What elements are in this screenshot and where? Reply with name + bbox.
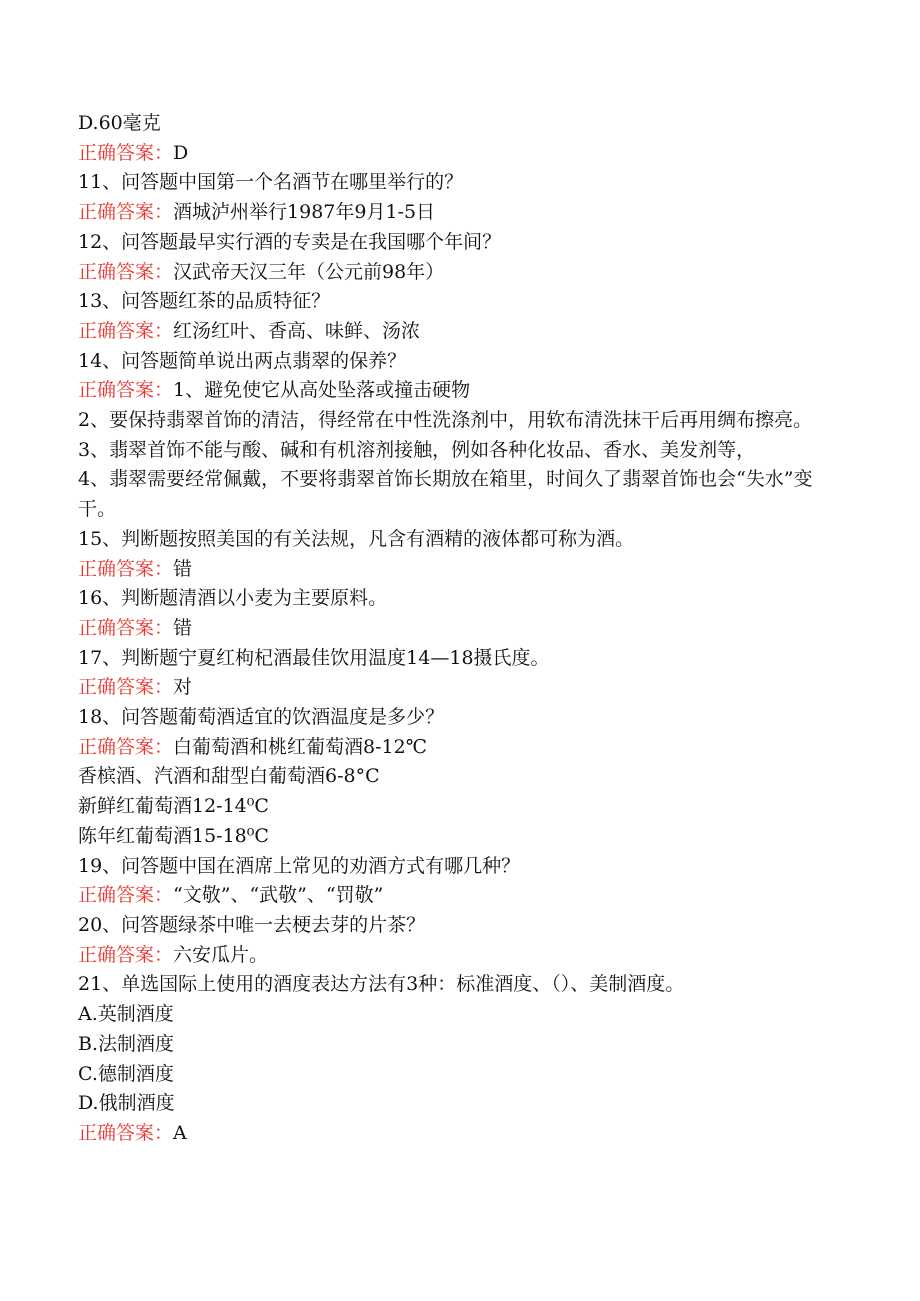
answer-14-item-3: 3、翡翠首饰不能与酸、碱和有机溶剂接触，例如各种化妆品、香水、美发剂等，: [78, 438, 756, 461]
answer-value: 1、避免使它从高处坠落或撞击硬物: [173, 379, 471, 402]
question-18: 18、问答题葡萄酒适宜的饮酒温度是多少？: [78, 706, 445, 729]
answer-21: [78, 1119, 838, 1149]
answer-label: 正确答案：: [78, 141, 174, 164]
answer-15: [78, 555, 838, 585]
option-c-21: C.德制酒度: [78, 1062, 174, 1085]
option-d-21: D.俄制酒度: [78, 1092, 175, 1115]
answer-13: [78, 317, 838, 347]
answer-value: 对: [173, 676, 193, 699]
answer-value: 错: [173, 557, 193, 580]
answer-18: [78, 733, 838, 763]
answer-label: 正确答案：: [78, 260, 174, 283]
answer-label: 正确答案：: [78, 943, 174, 966]
answer-17: [78, 673, 838, 703]
option-d-10: D.60毫克: [78, 112, 161, 134]
answer-19: [78, 881, 838, 911]
answer-label: 正确答案：: [78, 379, 174, 402]
answer-label: 正确答案：: [78, 201, 174, 224]
answer-11: [78, 198, 838, 228]
answer-value: 错: [173, 616, 193, 639]
option-a-21: A.英制酒度: [78, 1003, 174, 1026]
answer-label: 正确答案：: [78, 676, 174, 699]
answer-16: [78, 614, 838, 644]
question-12: 12、问答题最早实行酒的专卖是在我国哪个年间？: [78, 230, 502, 253]
question-15: 15、判断题按照美国的有关法规，凡含有酒精的液体都可称为酒。: [78, 527, 635, 550]
question-13: 13、问答题红茶的品质特征？: [78, 290, 331, 313]
answer-value: “文敬”、“武敬”、“罚敬”: [173, 884, 384, 907]
answer-18-item-2: 香槟酒、汽酒和甜型白葡萄酒6-8°C: [78, 765, 380, 788]
question-list: [78, 109, 838, 1149]
answer-label: 正确答案：: [78, 319, 174, 342]
answer-label: 正确答案：: [78, 616, 174, 639]
answer-14-item-2: 2、要保持翡翠首饰的清洁，得经常在中性洗涤剂中，用软布清洗抹干后再用绸布擦亮。: [78, 409, 813, 432]
answer-value: D: [173, 141, 189, 164]
answer-value: 红汤红叶、香高、味鲜、汤浓: [173, 319, 421, 342]
answer-value: 六安瓜片。: [173, 943, 269, 966]
answer-14: [78, 376, 838, 406]
question-14: 14、问答题简单说出两点翡翠的保养？: [78, 349, 407, 372]
question-19: 19、问答题中国在酒席上常见的劝酒方式有哪几种？: [78, 854, 521, 877]
answer-label: 正确答案：: [78, 735, 174, 758]
option-b-21: B.法制酒度: [78, 1032, 175, 1055]
answer-label: 正确答案：: [78, 884, 174, 907]
answer-20: [78, 941, 838, 971]
answer-value: 白葡萄酒和桃红葡萄酒8-12℃: [173, 735, 427, 758]
question-11: 11、问答题中国第一个名酒节在哪里举行的？: [78, 171, 464, 194]
question-20: 20、问答题绿茶中唯一去梗去芽的片茶？: [78, 913, 426, 936]
question-16: 16、判断题清酒以小麦为主要原料。: [78, 587, 388, 610]
question-17: 17、判断题宁夏红枸杞酒最佳饮用温度14—18摄氏度。: [78, 646, 550, 669]
answer-value: 酒城泸州举行1987年9月1-5日: [173, 201, 436, 224]
answer-label: 正确答案：: [78, 1121, 174, 1144]
question-21: 21、单选国际上使用的酒度表达方法有3种：标准酒度、（）、美制酒度。: [78, 973, 685, 996]
answer-value: 汉武帝天汉三年（公元前98年）: [173, 260, 445, 283]
answer-10: [78, 139, 838, 169]
answer-12: [78, 258, 838, 288]
answer-value: A: [173, 1121, 187, 1144]
answer-18-item-3: 新鲜红葡萄酒12-14⁰C: [78, 795, 269, 818]
answer-14-item-4: 4、翡翠需要经常佩戴，不要将翡翠首饰长期放在箱里，时间久了翡翠首饰也会“失水”变干。: [78, 468, 813, 521]
answer-label: 正确答案：: [78, 557, 174, 580]
answer-18-item-4: 陈年红葡萄酒15-18⁰C: [78, 824, 269, 847]
